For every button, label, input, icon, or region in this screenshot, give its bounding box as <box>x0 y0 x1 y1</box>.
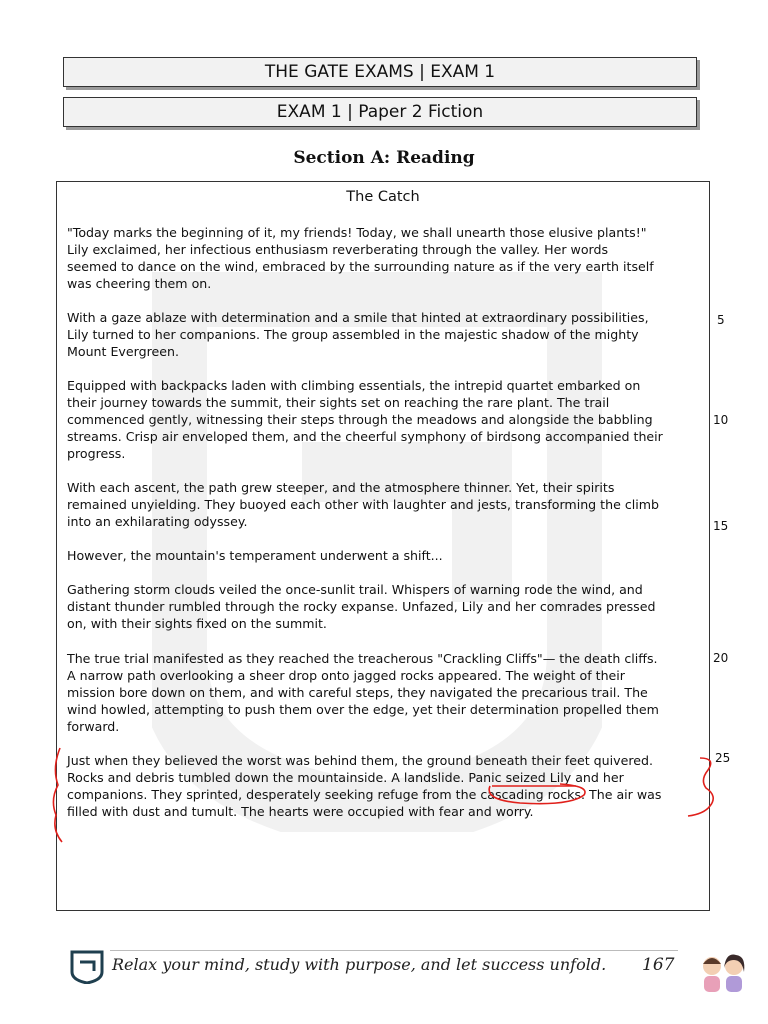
text-line: A narrow path overlooking a sheer drop onto jagged rocks appeared. The weight of their <box>67 668 625 683</box>
text-line: into an exhilarating odyssey. <box>67 514 248 529</box>
text-line: commenced gently, witnessing their steps through the meadows and alongside the babbling <box>67 412 653 427</box>
text-line: Lily exclaimed, her infectious enthusiasm reverberating through the valley. Her words <box>67 242 609 257</box>
paragraph-5 <box>67 547 707 564</box>
gate-exams-logo-icon <box>70 950 104 984</box>
page-number: 167 <box>642 955 675 975</box>
text-line: The true trial manifested as they reached the treacherous "Crackling Cliffs"— the death cliffs. <box>67 651 658 666</box>
text-line: However, the mountain's temperament underwent a shift... <box>67 548 443 563</box>
exam-title: THE GATE EXAMS | EXAM 1 <box>264 62 496 82</box>
paragraph-8 <box>67 752 707 820</box>
passage-title: The Catch <box>346 189 420 205</box>
paper-title-banner <box>63 97 697 127</box>
line-number-20: 20 <box>713 651 729 665</box>
footer-tagline: Relax your mind, study with purpose, and let success unfold. <box>112 955 607 974</box>
paragraph-1 <box>67 224 707 292</box>
text-line: companions. They sprinted, desperately seeking refuge from the cascading rocks. The air was <box>67 787 662 802</box>
text-line: "Today marks the beginning of it, my friends! Today, we shall unearth those elusive plants!" <box>67 225 647 240</box>
text-line: on, with their sights fixed on the summit. <box>67 616 327 631</box>
line-number-25: 25 <box>715 751 731 765</box>
text-line: seemed to dance on the wind, embraced by the surrounding nature as if the very earth itself <box>67 259 654 274</box>
text-line: streams. Crisp air enveloped them, and the cheerful symphony of birdsong accompanied their <box>67 429 663 444</box>
paragraph-2 <box>67 309 707 360</box>
text-line: wind howled, attempting to push them over the edge, yet their determination propelled them <box>67 702 659 717</box>
text-line: remained unyielding. They buoyed each other with laughter and jests, transforming the climb <box>67 497 660 512</box>
text-line: Just when they believed the worst was behind them, the ground beneath their feet quivered. <box>67 753 653 768</box>
footer-rule <box>110 950 678 951</box>
section-title: Section A: Reading <box>293 148 475 168</box>
text-line: their journey towards the summit, their sights set on reaching the rare plant. The trail <box>67 395 610 410</box>
text-line: Equipped with backpacks laden with climbing essentials, the intrepid quartet embarked on <box>67 378 641 393</box>
students-avatar-icon <box>696 950 752 994</box>
line-number-5: 5 <box>717 313 725 327</box>
paper-title: EXAM 1 | Paper 2 Fiction <box>276 102 484 122</box>
text-line: Gathering storm clouds veiled the once-sunlit trail. Whispers of warning rode the wind, and <box>67 582 643 597</box>
passage-box <box>56 181 710 911</box>
text-line: was cheering them on. <box>67 276 212 291</box>
text-line: Lily turned to her companions. The group assembled in the majestic shadow of the mighty <box>67 327 639 342</box>
text-line: With each ascent, the path grew steeper, and the atmosphere thinner. Yet, their spirits <box>67 480 615 495</box>
text-line: Mount Evergreen. <box>67 344 179 359</box>
text-line: progress. <box>67 446 126 461</box>
text-line: Rocks and debris tumbled down the mountainside. A landslide. Panic seized Lily and her <box>67 770 624 785</box>
paragraph-3 <box>67 377 707 462</box>
paragraph-4 <box>67 479 707 530</box>
line-number-10: 10 <box>713 413 729 427</box>
text-line: mission bore down on them, and with careful steps, they navigated the precarious trail. The <box>67 685 648 700</box>
text-line: With a gaze ablaze with determination and a smile that hinted at extraordinary possibilities, <box>67 310 649 325</box>
line-number-15: 15 <box>713 519 729 533</box>
paragraph-7 <box>67 650 707 735</box>
text-line: filled with dust and tumult. The hearts were occupied with fear and worry. <box>67 804 534 819</box>
exam-title-banner <box>63 57 697 87</box>
text-line: distant thunder rumbled through the rocky expanse. Unfazed, Lily and her comrades pressed <box>67 599 656 614</box>
paragraph-6 <box>67 581 707 632</box>
text-line: forward. <box>67 719 120 734</box>
